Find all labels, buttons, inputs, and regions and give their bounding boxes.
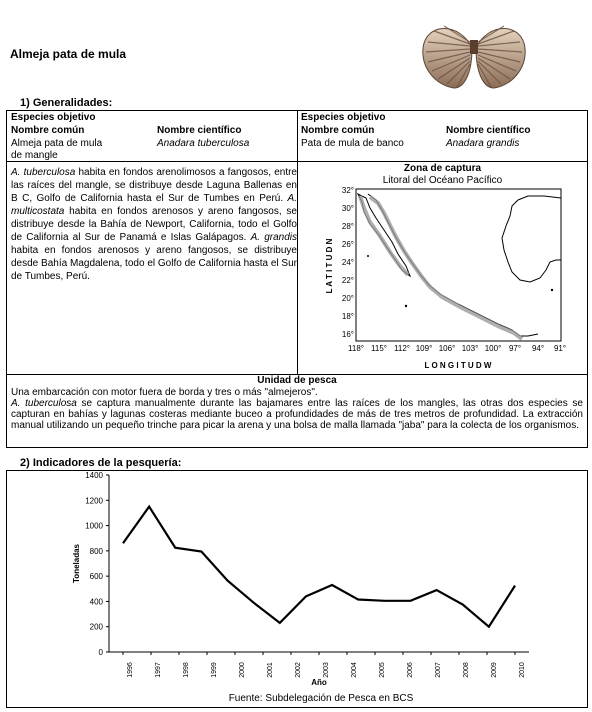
- x-tick-label: 1996: [127, 662, 134, 678]
- lat-tick: 18°: [342, 312, 354, 321]
- lon-tick: 97°: [509, 344, 521, 353]
- lon-tick: 118°: [348, 344, 364, 353]
- lon-ticks: [348, 344, 566, 353]
- section-generalidades: 1) Generalidades:: [20, 97, 112, 109]
- common-name-right: Pata de mula de banco: [301, 138, 404, 150]
- generalidades-table: [6, 110, 588, 448]
- capture-zone-map: [298, 186, 587, 374]
- unidad-title: Unidad de pesca: [7, 375, 587, 387]
- catch-series-line: [123, 507, 515, 627]
- x-tick-label: 2005: [379, 662, 386, 678]
- description-text: habita en fondos arenolimosos a fangosos, entre las raíces del mangle, se distribuye desde Laguna Ballenas en B C, Golfo de California hasta el Sur de Tumbes en Perú.: [11, 167, 297, 204]
- x-tick-label: 2009: [491, 662, 498, 678]
- y-tick-label: 0: [99, 648, 104, 657]
- unidad-text: se captura manualmente durante las bajamares entre las raíces de los mangles, las otras dos especies se capturan en bahías y lagunas costeras mediante buceo a profundidades de más de tres metros de profundidad. La extracción manual utilizando un pequeño trinche para picar la arena y una bolsa de malla llamada "jaba" para la colecta de los organismos.: [11, 398, 583, 431]
- y-tick-label: 1000: [85, 522, 103, 531]
- distribution-description: [11, 166, 297, 283]
- map-ylabel: L A T I T U D N: [325, 238, 334, 293]
- island-dot: [405, 305, 407, 307]
- page-title: Almeja pata de mula: [10, 47, 126, 61]
- species-header-left: Especies objetivo: [11, 112, 95, 124]
- map-title: Zona de captura: [298, 163, 587, 175]
- x-tick-label: 1997: [155, 662, 162, 678]
- y-tick-label: 200: [90, 623, 104, 632]
- lat-tick: 22°: [342, 276, 354, 285]
- x-tick-label: 2007: [435, 662, 442, 678]
- x-tick-label: 1999: [211, 662, 218, 678]
- chart-source: Fuente: Subdelegación de Pesca en BCS: [229, 693, 414, 704]
- x-tick-label: 2002: [295, 662, 302, 678]
- lat-tick: 16°: [342, 330, 354, 339]
- lon-tick: 109°: [416, 344, 433, 353]
- x-tick-label: 2001: [267, 662, 274, 678]
- map-frame: [356, 189, 561, 341]
- species-name: A. tuberculosa: [11, 398, 77, 409]
- lat-tick: 26°: [342, 240, 354, 249]
- y-tick-label: 400: [90, 597, 104, 606]
- x-tick-label: 2010: [519, 662, 526, 678]
- x-axis-label: Año: [311, 678, 327, 687]
- unidad-de-pesca: [7, 374, 587, 447]
- lon-tick: 94°: [532, 344, 544, 353]
- island-dot: [367, 255, 369, 257]
- species-name: A. grandis: [251, 232, 297, 243]
- island-dot: [551, 289, 553, 291]
- lat-tick: 24°: [342, 258, 354, 267]
- lon-tick: 91°: [554, 344, 566, 353]
- x-tick-label: 2000: [239, 662, 246, 678]
- map-xlabel: L O N G I T U D W: [425, 361, 492, 370]
- common-name-header-right: Nombre común: [301, 125, 374, 137]
- lon-tick: 100°: [485, 344, 502, 353]
- catch-line-chart: [7, 471, 587, 707]
- y-tick-label: 1200: [85, 496, 103, 505]
- description-text: habita en fondos arenosos y areno fangosos, se distribuye desde la Bahía de Newport, California, todo el Golfo de California al Sur de Panamá e Islas Galápagos.: [11, 206, 297, 243]
- unidad-line1: Una embarcación con motor fuera de borda y tres o más "almejeros".: [11, 387, 583, 398]
- y-tick-label: 1400: [85, 471, 103, 480]
- lat-tick: 28°: [342, 222, 354, 231]
- lon-tick: 103°: [462, 344, 479, 353]
- scientific-name-left: Anadara tuberculosa: [157, 138, 249, 150]
- x-tick-label: 2003: [323, 662, 330, 678]
- common-name-header-left: Nombre común: [11, 125, 84, 137]
- lon-tick: 115°: [371, 344, 387, 353]
- scientific-name-header-right: Nombre científico: [446, 125, 530, 137]
- species-name: A. tuberculosa: [11, 167, 75, 178]
- scientific-name-right: Anadara grandis: [446, 138, 519, 150]
- lat-tick: 30°: [342, 204, 354, 213]
- x-tick-label: 2006: [407, 662, 414, 678]
- lon-tick: 112°: [394, 344, 410, 353]
- lat-ticks: [342, 186, 354, 339]
- catch-chart-box: [6, 470, 588, 708]
- common-name-left: Almeja pata de mula de mangle: [11, 138, 116, 162]
- species-header-right: Especies objetivo: [301, 112, 385, 124]
- description-text: habita en fondos arenosos y areno fangosos, se distribuye desde Bahía Magdalena, todo el Golfo de California hasta el Sur de Tumbes, Perú.: [11, 245, 297, 282]
- scientific-name-header-left: Nombre científico: [157, 125, 241, 137]
- lon-tick: 106°: [439, 344, 456, 353]
- x-tick-label: 2004: [351, 662, 358, 678]
- lat-tick: 32°: [342, 186, 354, 195]
- y-axis-label: Toneladas: [72, 543, 81, 583]
- x-tick-label: 1998: [183, 662, 190, 678]
- y-tick-label: 600: [90, 572, 104, 581]
- section-indicadores: 2) Indicadores de la pesquería:: [20, 457, 181, 469]
- y-tick-label: 800: [90, 547, 104, 556]
- lat-tick: 20°: [342, 294, 354, 303]
- clam-shell-image: [420, 18, 528, 90]
- unidad-description: [11, 398, 583, 431]
- x-tick-label: 2008: [463, 662, 470, 678]
- species-name: A. multicostata: [11, 193, 297, 217]
- map-subtitle: Litoral del Océano Pacífico: [298, 175, 587, 187]
